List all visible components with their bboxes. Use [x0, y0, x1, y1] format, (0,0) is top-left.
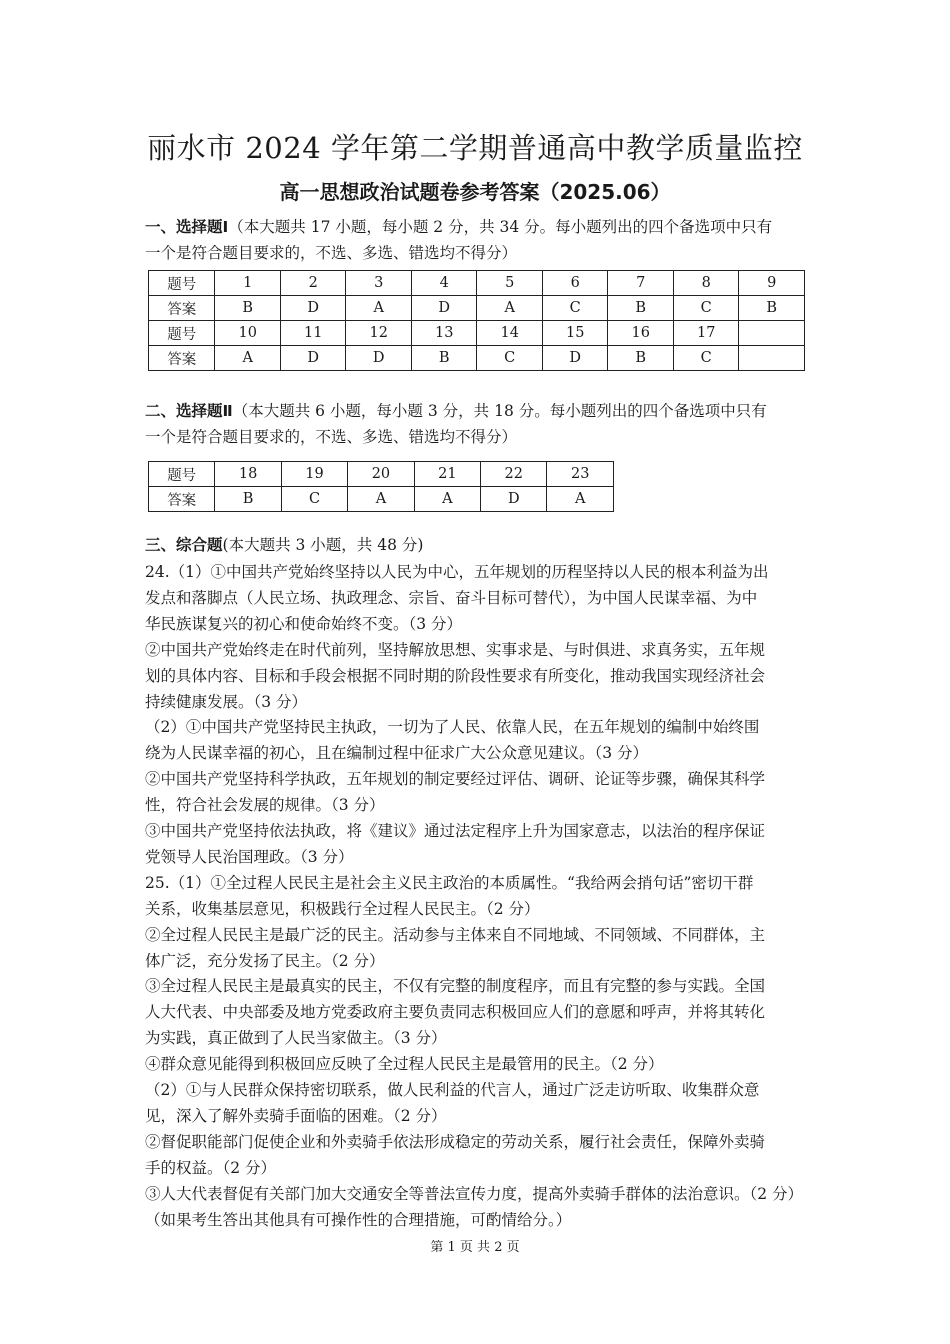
section1-heading: 一、选择题Ⅰ	[145, 218, 229, 236]
answer-cell: D	[280, 296, 346, 321]
section2-intro	[145, 398, 810, 424]
answer-line: ②中国共产党始终走在时代前列，坚持解放思想、实事求是、与时俱进、求真务实，五年规	[145, 640, 766, 659]
answer-cell	[739, 321, 805, 346]
answer-line: ②全过程人民民主是最广泛的民主。活动参与主体来自不同地域、不同领域、不同群体，主	[145, 925, 766, 944]
answer-table-row	[149, 271, 805, 296]
answer-cell: 18	[215, 462, 281, 487]
answer-cell: 6	[542, 271, 608, 296]
answer-line: 见，深入了解外卖骑手面临的困难。（2 分）	[145, 1106, 447, 1125]
answer-cell: D	[542, 346, 608, 371]
section2-desc-line2: 一个是符合题目要求的，不选、多选、错选均不得分）	[145, 428, 518, 446]
answer-cell: A	[547, 487, 614, 512]
answer-line: ③全过程人民民主是最真实的民主，不仅有完整的制度程序，而且有完整的参与实践。全国	[145, 977, 766, 996]
row-label-cell: 题号	[149, 271, 215, 296]
answer-cell: 5	[477, 271, 543, 296]
answer-cell: C	[673, 296, 739, 321]
answer-cell: A	[477, 296, 543, 321]
answer-cell: B	[608, 346, 674, 371]
row-label-cell: 题号	[149, 321, 215, 346]
answer-line: 人大代表、中央部委及地方党委政府主要负责同志积极回应人们的意愿和呼声，并将其转化	[145, 1003, 766, 1022]
answer-line: 华民族谋复兴的初心和使命始终不变。（3 分）	[145, 614, 463, 633]
answer-cell: D	[346, 346, 412, 371]
answer-cell: 10	[215, 321, 281, 346]
answer-cell: 8	[673, 271, 739, 296]
answer-line: （2）①与人民群众保持密切联系，做人民利益的代言人，通过广泛走访听取、收集群众意	[145, 1081, 760, 1099]
answer-cell: 15	[542, 321, 608, 346]
answer-line: （2）①中国共产党坚持民主执政，一切为了人民、依靠人民，在五年规划的编制中始终围	[145, 718, 760, 737]
answer-cell: 1	[215, 271, 281, 296]
row-label-cell: 题号	[149, 462, 215, 487]
answer-line: （如果考生答出其他具有可操作性的合理措施，可酌情给分。）	[145, 1210, 572, 1229]
answer-line: 手的权益。（2 分）	[145, 1158, 277, 1177]
row-label-cell: 答案	[149, 296, 215, 321]
answer-line: 体广泛，充分发扬了民主。（2 分）	[145, 951, 385, 970]
section3-intro	[145, 532, 810, 558]
page-title: 丽水市 2024 学年第二学期普通高中教学质量监控	[147, 131, 803, 165]
answer-cell: 7	[608, 271, 674, 296]
answer-line: ④群众意见能得到积极回应反映了全过程人民民主是最管用的民主。（2 分）	[145, 1055, 664, 1074]
answer-cell: 23	[547, 462, 614, 487]
section1-answer-table	[148, 270, 805, 371]
page-subtitle: 高一思想政治试题卷参考答案（2025.06）	[279, 180, 671, 204]
answer-cell: D	[411, 296, 477, 321]
row-label-cell: 答案	[149, 346, 215, 371]
answer-cell: 19	[281, 462, 347, 487]
answer-table-row	[149, 487, 614, 512]
answer-line: 持续健康发展。（3 分）	[145, 692, 308, 711]
answer-cell: B	[739, 296, 805, 321]
answer-line: 性，符合社会发展的规律。（3 分）	[145, 796, 385, 815]
section2-answer-table	[148, 461, 614, 512]
answer-line: 绕为人民谋幸福的初心，且在编制过程中征求广大公众意见建议。（3 分）	[145, 744, 649, 763]
answer-cell: A	[346, 296, 412, 321]
answer-line: ②督促职能部门促使企业和外卖骑手依法形成稳定的劳动关系，履行社会责任，保障外卖骑	[145, 1132, 766, 1151]
answer-table-row	[149, 296, 805, 321]
answer-cell: C	[673, 346, 739, 371]
answer-cell: C	[477, 346, 543, 371]
answer-table-row	[149, 346, 805, 371]
answer-cell: A	[215, 346, 281, 371]
answer-cell: 12	[346, 321, 412, 346]
answer-cell: 20	[348, 462, 414, 487]
answer-cell: 9	[739, 271, 805, 296]
section2-heading: 二、选择题Ⅱ	[145, 402, 233, 420]
answer-cell: D	[280, 346, 346, 371]
answer-cell	[739, 346, 805, 371]
answer-cell: 14	[477, 321, 543, 346]
answer-cell: A	[414, 487, 480, 512]
row-label-cell: 答案	[149, 487, 215, 512]
answer-cell: C	[281, 487, 347, 512]
answer-cell: D	[481, 487, 547, 512]
answer-line: ③中国共产党坚持依法执政，将《建议》通过法定程序上升为国家意志，以法治的程序保证	[145, 822, 766, 840]
answer-cell: 4	[411, 271, 477, 296]
answer-cell: C	[542, 296, 608, 321]
answer-line: 25.（1）①全过程人民民主是社会主义民主政治的本质属性。“我给两会捎句话”密切干群	[145, 873, 754, 892]
section1-desc-line2: 一个是符合题目要求的，不选、多选、错选均不得分）	[145, 244, 518, 262]
answer-table-row	[149, 321, 805, 346]
answer-cell: B	[215, 296, 281, 321]
answer-line: ③人大代表督促有关部门加大交通安全等普法宣传力度，提高外卖骑手群体的法治意识。（2 分）	[145, 1184, 804, 1203]
answer-cell: 22	[481, 462, 547, 487]
answer-line: 发点和落脚点（人民立场、执政理念、宗旨、奋斗目标可替代），为中国人民谋幸福、为中	[145, 588, 758, 607]
answer-line: 关系，收集基层意见，积极践行全过程人民民主。（2 分）	[145, 899, 540, 918]
answer-line: 24.（1）①中国共产党始终坚持以人民为中心，五年规划的历程坚持以人民的根本利益为出	[145, 563, 769, 581]
answer-cell: 2	[280, 271, 346, 296]
answer-line: 党领导人民治国理政。（3 分）	[145, 847, 354, 866]
answer-cell: B	[608, 296, 674, 321]
answer-cell: 21	[414, 462, 480, 487]
answer-table-row	[149, 462, 614, 487]
section3-heading: 三、综合题	[145, 536, 223, 554]
section2-desc-line1: （本大题共 6 小题，每小题 3 分，共 18 分。每小题列出的四个备选项中只有	[232, 402, 767, 420]
answer-cell: B	[411, 346, 477, 371]
answer-line: ②中国共产党坚持科学执政，五年规划的制定要经过评估、调研、论证等步骤，确保其科学	[145, 770, 766, 789]
section1-desc-line1: （本大题共 17 小题，每小题 2 分，共 34 分。每小题列出的四个备选项中只有	[228, 218, 773, 236]
answer-cell: 16	[608, 321, 674, 346]
section3-desc: (本大题共 3 小题，共 48 分)	[222, 536, 424, 554]
answer-cell: A	[348, 487, 414, 512]
page-footer: 第 1 页 共 2 页	[430, 1240, 520, 1255]
answer-cell: 17	[673, 321, 739, 346]
answer-cell: 13	[411, 321, 477, 346]
answer-line: 划的具体内容、目标和手段会根据不同时期的阶段性要求有所变化，推动我国实现经济社会	[145, 666, 766, 685]
answer-cell: 11	[280, 321, 346, 346]
answer-cell: 3	[346, 271, 412, 296]
answer-cell: B	[215, 487, 281, 512]
section1-intro	[145, 214, 810, 240]
answer-line: 为实践，真正做到了人民当家做主。（3 分）	[145, 1029, 447, 1048]
